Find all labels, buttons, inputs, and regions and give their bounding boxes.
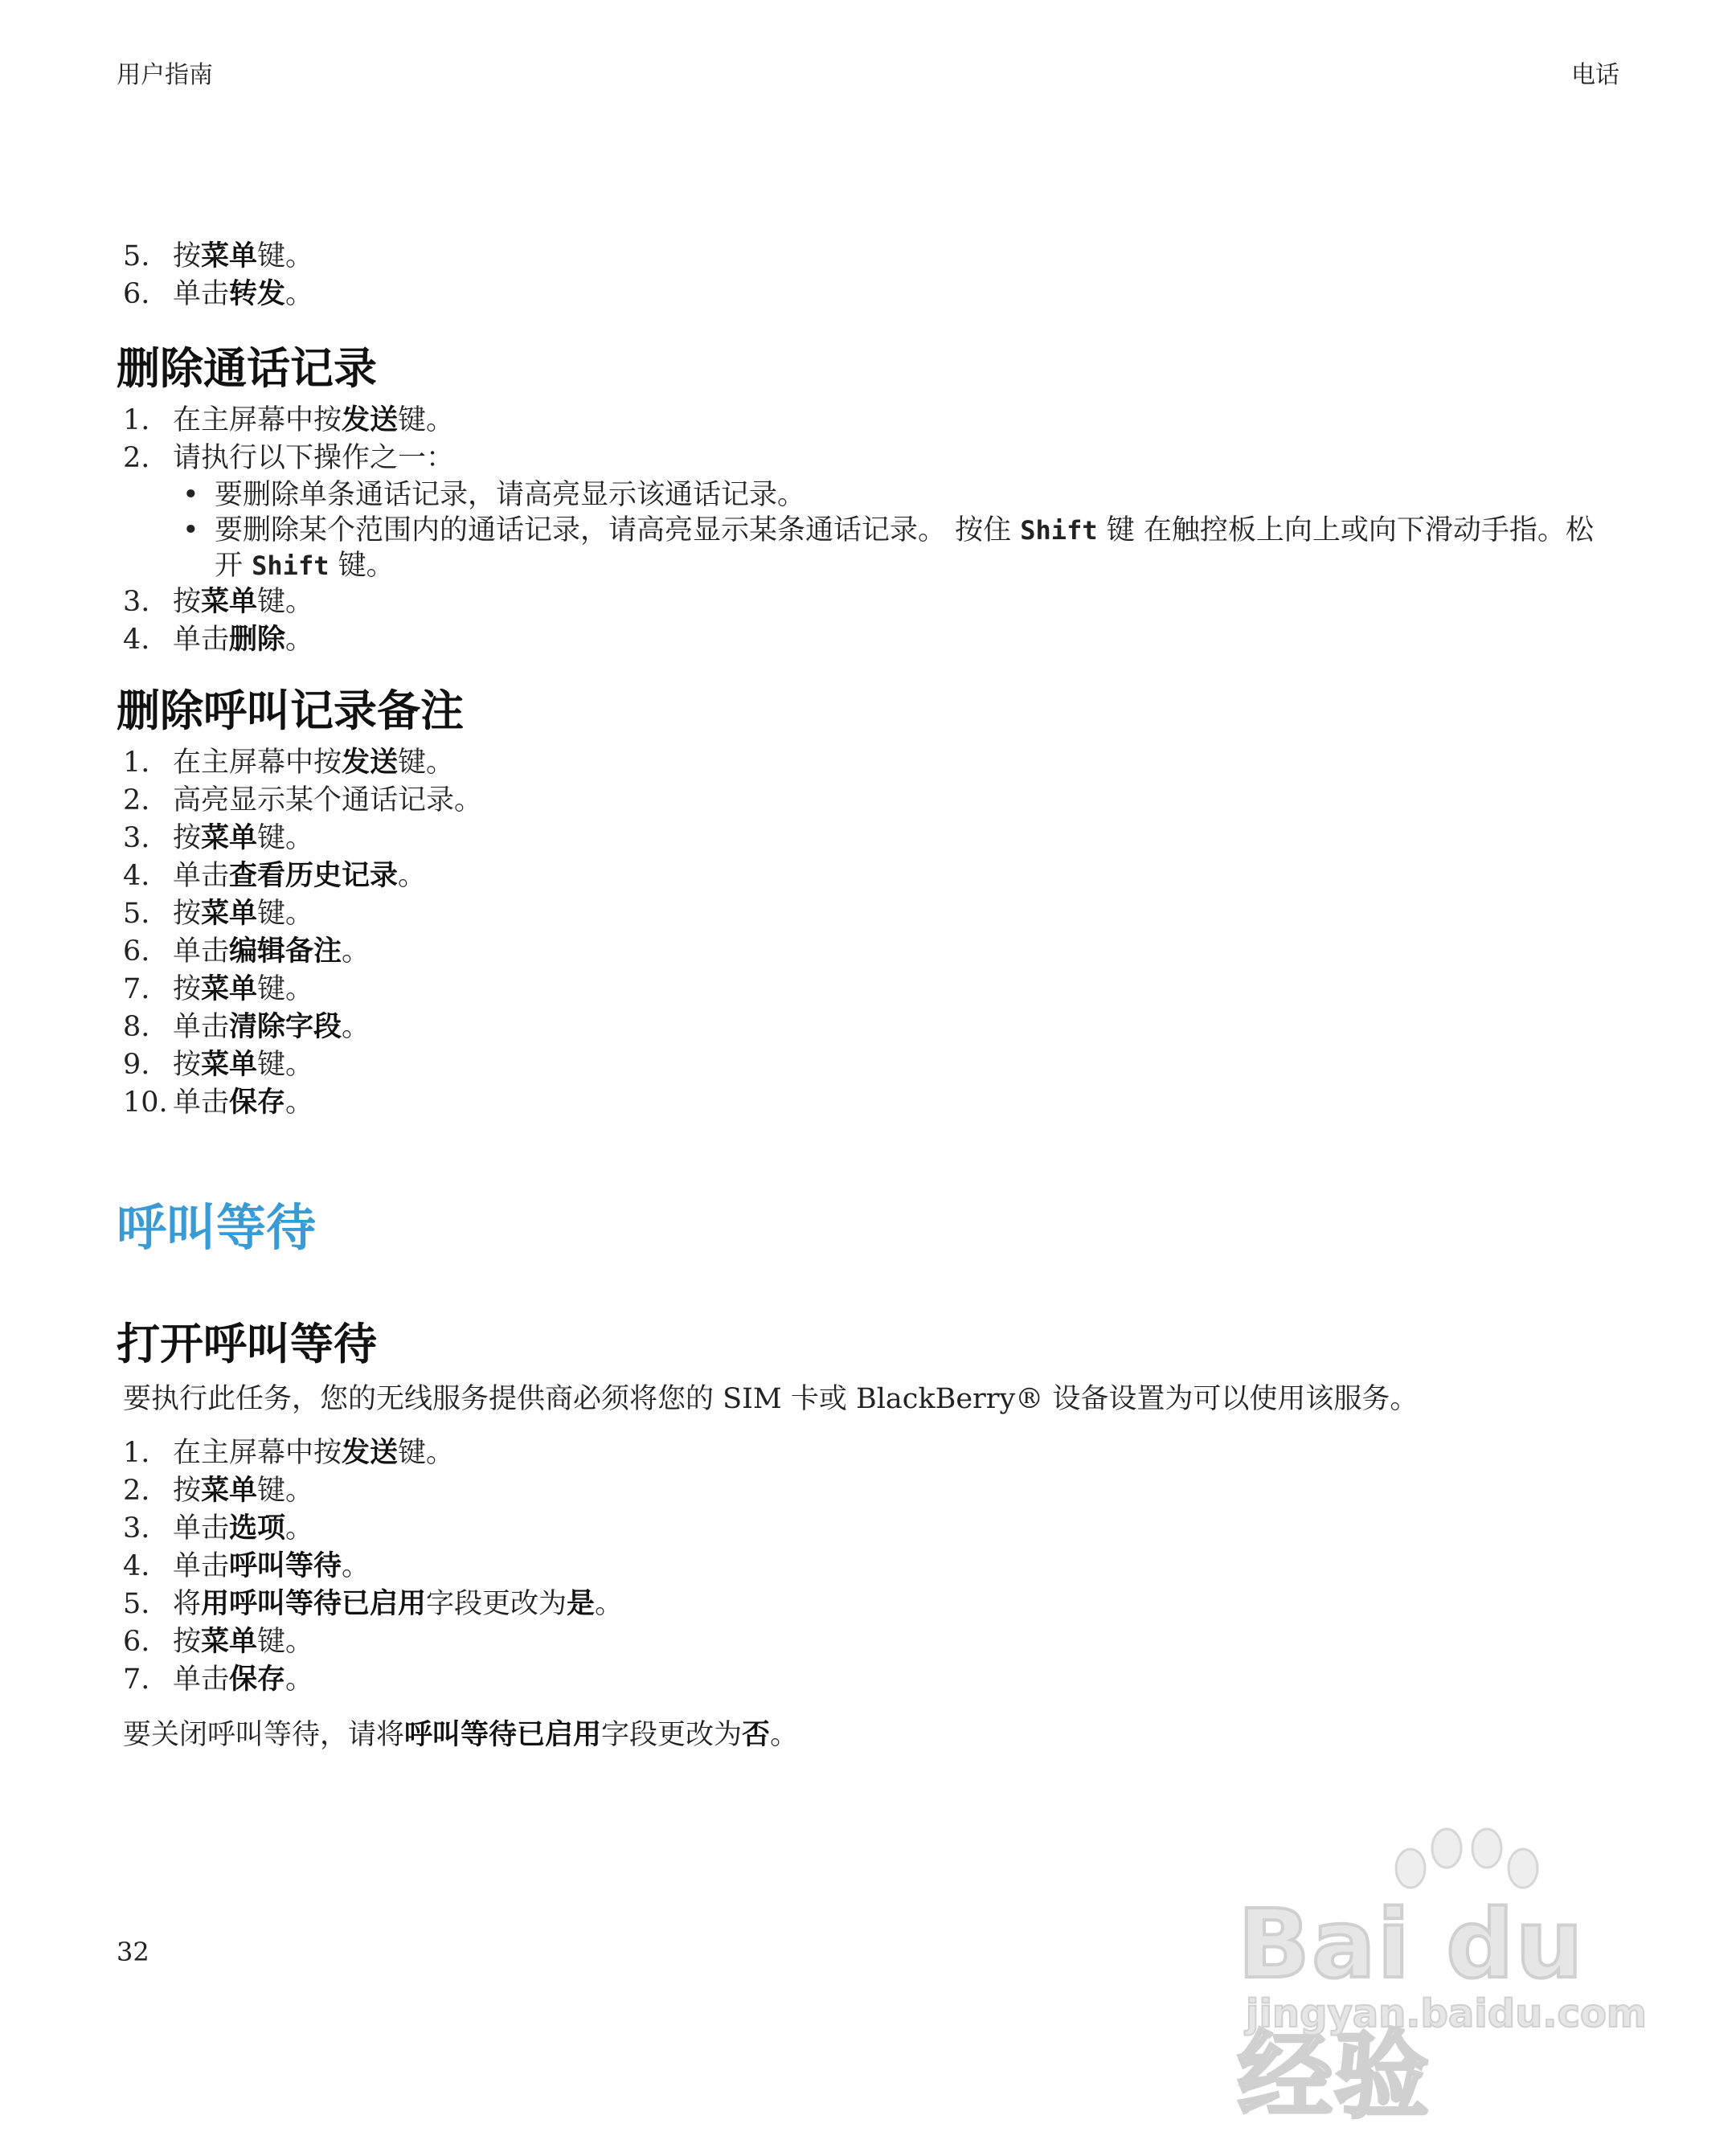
list-item: 3. 单击选项。 xyxy=(123,1512,314,1545)
steps-delete-log xyxy=(117,402,1619,477)
list-item: 4. 单击呼叫等待。 xyxy=(123,1550,371,1582)
section-title-enable-waiting: 打开呼叫等待 xyxy=(117,1319,377,1369)
section-title-delete-note: 删除呼叫记录备注 xyxy=(117,685,464,736)
list-item: 7. 单击保存。 xyxy=(123,1663,314,1696)
list-item: 8. 单击清除字段。 xyxy=(123,1011,371,1043)
list-item: 9. 按菜单键。 xyxy=(123,1049,314,1081)
list-item: 4. 单击删除。 xyxy=(123,624,314,656)
list-item: 5. 按菜单键。 xyxy=(123,898,314,930)
steps-delete-note xyxy=(117,744,1619,1122)
list-item: 6. 单击编辑备注。 xyxy=(123,935,371,968)
running-header-section: 电话 xyxy=(1571,61,1619,89)
list-item: 2. 按菜单键。 xyxy=(123,1475,314,1507)
key-label: Shift xyxy=(1020,515,1098,546)
chapter-title: 呼叫等待 xyxy=(117,1198,317,1257)
steps-enable-waiting xyxy=(117,1434,1619,1699)
page-number: 32 xyxy=(117,1937,149,1967)
paw-logo-icon xyxy=(1378,1824,1555,1897)
list-item: 5. 将用呼叫等待已启用字段更改为是。 xyxy=(123,1588,624,1620)
prerequisite-note: 要执行此任务，您的无线服务提供商必须将您的 SIM 卡或 BlackBerry® 设备设置为可以使用该服务。 xyxy=(123,1383,1419,1415)
disable-note: 要关闭呼叫等待，请将呼叫等待已启用字段更改为否。 xyxy=(123,1719,799,1751)
list-item: 6. 单击转发。 xyxy=(123,278,314,310)
list-item: 6. 按菜单键。 xyxy=(123,1626,314,1658)
list-item: 10. 单击保存。 xyxy=(123,1086,314,1119)
list-item: 1. 在主屏幕中按发送键。 xyxy=(123,404,455,436)
list-item: 7. 按菜单键。 xyxy=(123,973,314,1005)
section-title-delete-log: 删除通话记录 xyxy=(117,343,377,394)
list-item: 4. 单击查看历史记录。 xyxy=(123,860,427,892)
list-item: 5. 按菜单键。 xyxy=(123,240,314,272)
list-item: 2. 请执行以下操作之一： xyxy=(123,442,455,474)
bullet-item: • 要删除单条通话记录，请高亮显示该通话记录。 xyxy=(182,479,806,511)
steps-continued xyxy=(117,238,1619,313)
list-item: 1. 在主屏幕中按发送键。 xyxy=(123,747,455,779)
running-header-title: 用户指南 xyxy=(117,61,213,89)
list-item: 1. 在主屏幕中按发送键。 xyxy=(123,1437,455,1469)
list-item: 2. 高亮显示某个通话记录。 xyxy=(123,784,483,816)
bullet-list xyxy=(117,477,1619,583)
steps-delete-log-cont xyxy=(117,583,1619,659)
page-content xyxy=(117,238,1619,1754)
bullet-item: • 要删除某个范围内的通话记录，请高亮显示某条通话记录。 按住 Shift 键 在触控板上向上或向下滑动手指。松开 Shift 键。 xyxy=(182,514,1594,582)
list-item: 3. 按菜单键。 xyxy=(123,822,314,854)
baidu-watermark: Bai du 经验 jingyan.baidu.com xyxy=(1238,1824,1640,2033)
list-item: 3. 按菜单键。 xyxy=(123,586,314,618)
key-label: Shift xyxy=(252,550,330,581)
